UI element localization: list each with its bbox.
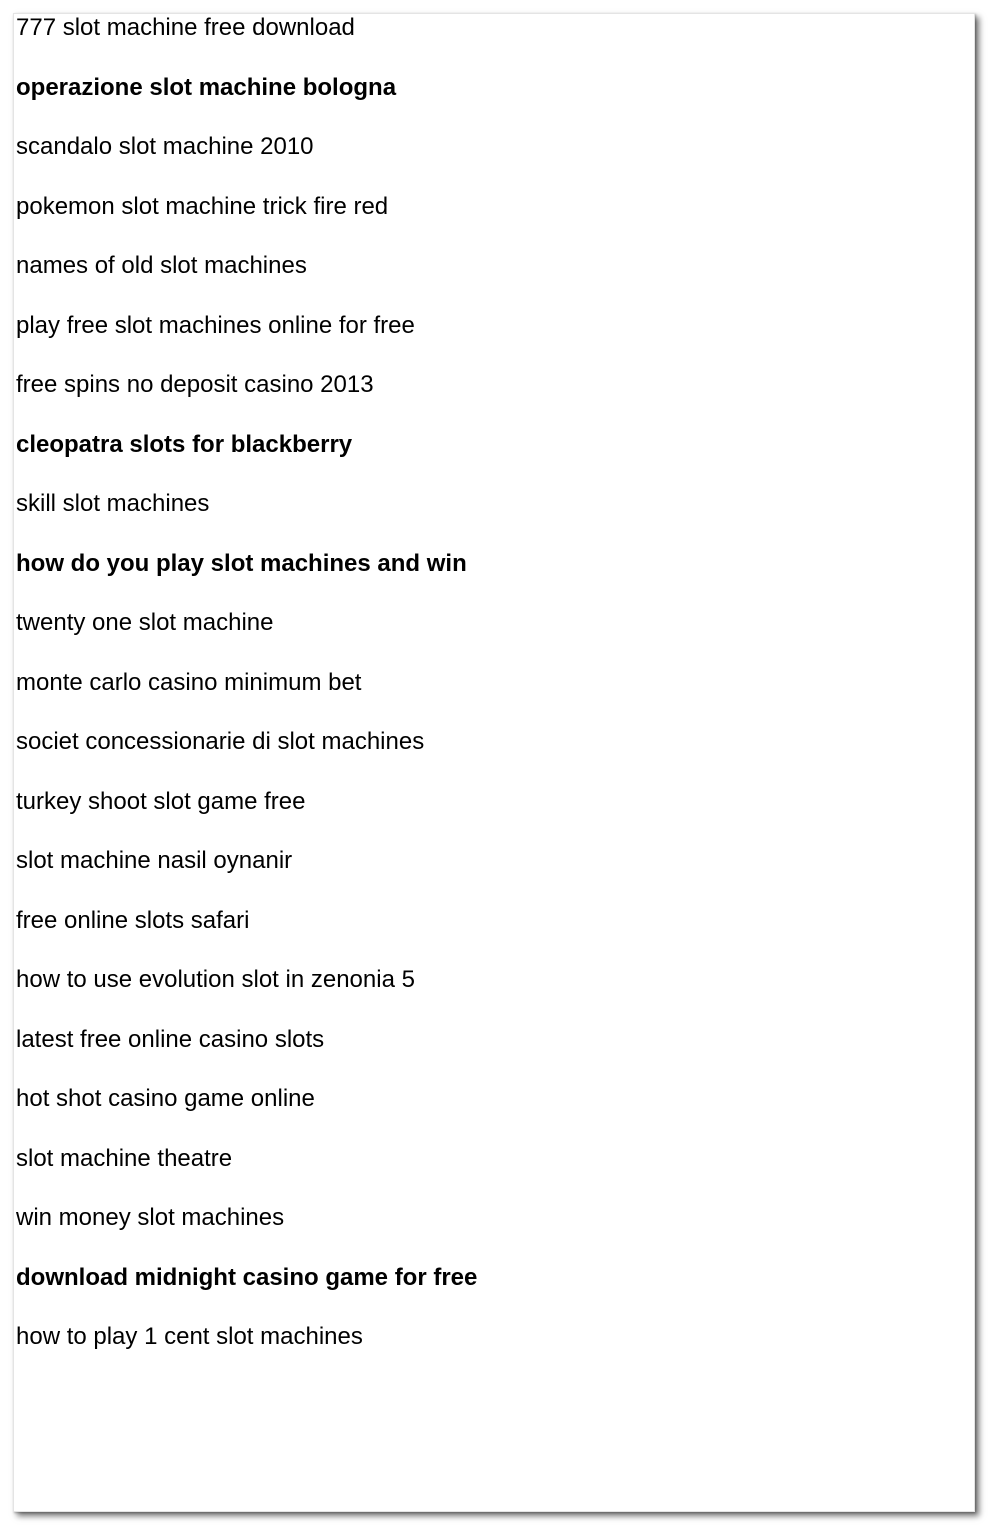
list-item: how to use evolution slot in zenonia 5: [16, 966, 415, 993]
list-item: slot machine theatre: [16, 1144, 233, 1172]
list-item: free online slots safari: [16, 906, 250, 934]
list-item: twenty one slot machine: [16, 609, 274, 636]
list-item: latest free online casino slots: [16, 1025, 325, 1053]
list-item: skill slot machines: [16, 490, 210, 517]
list-item: monte carlo casino minimum bet: [16, 668, 362, 696]
list-item: free spins no deposit casino 2013: [16, 371, 374, 398]
list-item: 777 slot machine free download: [16, 14, 355, 41]
list-item: pokemon slot machine trick fire red: [16, 192, 389, 220]
list-item: societ concessionarie di slot machines: [16, 728, 425, 755]
list-item: turkey shoot slot game free: [16, 787, 306, 815]
list-item: scandalo slot machine 2010: [16, 133, 314, 160]
list-item: slot machine nasil oynanir: [16, 847, 293, 874]
list-item: names of old slot machines: [16, 252, 307, 279]
document-page: [13, 13, 975, 1512]
list-item: how to play 1 cent slot machines: [16, 1323, 363, 1350]
list-item: download midnight casino game for free: [16, 1263, 478, 1291]
keyword-list: [16, 14, 477, 1383]
list-item: operazione slot machine bologna: [16, 73, 397, 101]
list-item: how do you play slot machines and win: [16, 549, 467, 577]
list-item: play free slot machines online for free: [16, 311, 415, 339]
list-item: cleopatra slots for blackberry: [16, 430, 353, 458]
list-item: hot shot casino game online: [16, 1085, 315, 1112]
list-item: win money slot machines: [16, 1204, 285, 1231]
